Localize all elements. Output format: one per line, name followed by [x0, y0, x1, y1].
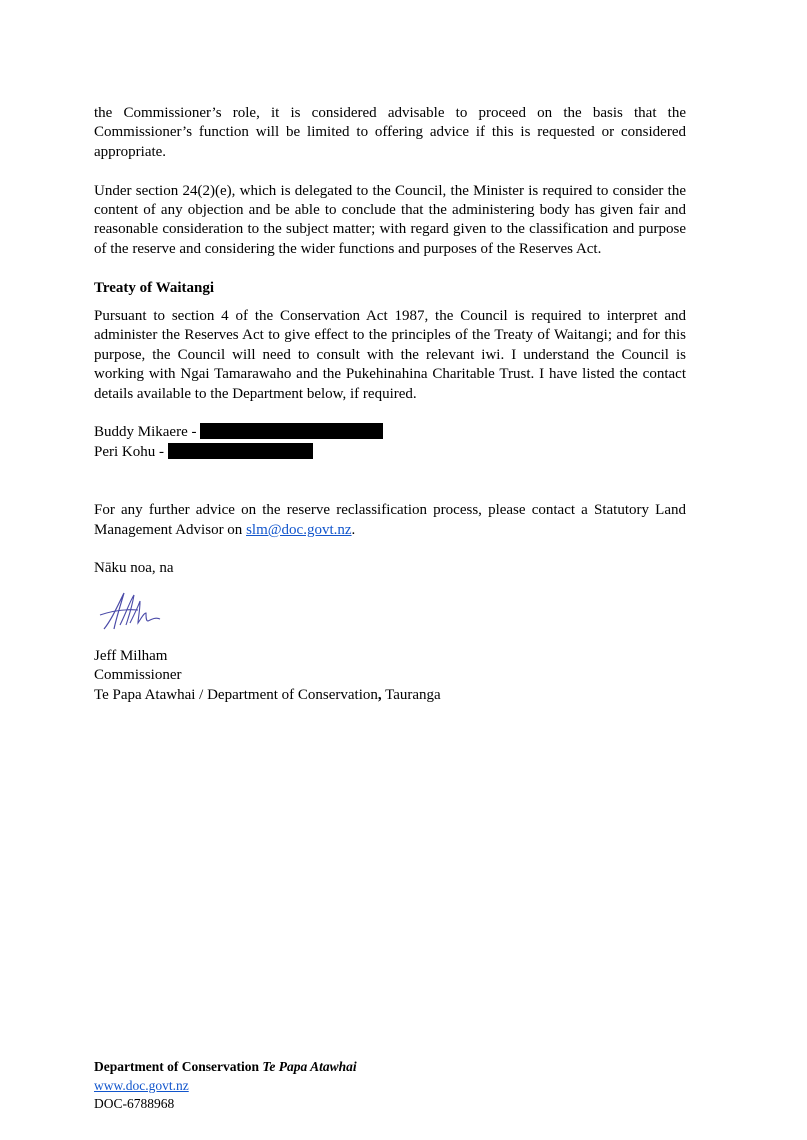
footer-website-link[interactable]: www.doc.govt.nz	[94, 1077, 189, 1093]
signer-org-separator: ,	[377, 686, 382, 703]
footer-dept-name: Department of Conservation	[94, 1059, 259, 1074]
closing-salutation: Nāku noa, na	[94, 560, 174, 577]
signer-org-name: Te Papa Atawhai / Department of Conservation	[94, 686, 378, 703]
email-link[interactable]: slm@doc.govt.nz	[246, 521, 352, 538]
paragraph-commissioner-role: the Commissioner’s role, it is considered advisable to proceed on the basis that the Commissioner’s function will be limited to offering advice if this is requested or considered appropriate.	[94, 105, 686, 160]
heading-treaty-of-waitangi: Treaty of Waitangi	[94, 279, 214, 296]
page-footer	[94, 1058, 357, 1114]
advice-period: .	[351, 521, 356, 538]
redaction-block	[200, 423, 383, 439]
contact-list	[94, 423, 686, 462]
advice-text: For any further advice on the reserve reclassification process, please contact a Statutory Land Management Advisor on	[94, 502, 686, 538]
footer-dept-name-maori: Te Papa Atawhai	[262, 1059, 357, 1074]
signature-image	[98, 589, 168, 635]
letter-body	[94, 104, 686, 705]
paragraph-treaty: Pursuant to section 4 of the Conservation Act 1987, the Council is required to interpret and administer the Reserves Act to give effect to the principles of the Treaty of Waitangi; and for this purpose, the Council will need to consult with the relevant iwi. I understand the Council is working with Ngai Tamarawaho and the Pukehinahina Charitable Trust. I have listed the contact details available to the Department below, if required.	[94, 308, 686, 402]
signer-location: Tauranga	[381, 686, 441, 703]
footer-doc-ref: DOC-6788968	[94, 1096, 175, 1111]
signer-name: Jeff Milham	[94, 647, 168, 664]
footer-department	[94, 1058, 357, 1077]
signer-title: Commissioner	[94, 667, 182, 684]
contact-name: Buddy Mikaere -	[94, 424, 197, 441]
contact-name: Peri Kohu -	[94, 443, 164, 460]
paragraph-further-advice	[94, 501, 686, 540]
contact-line	[94, 443, 686, 462]
redaction-block	[168, 443, 313, 459]
contact-line	[94, 423, 686, 442]
signer-organisation	[94, 686, 686, 705]
paragraph-section-24: Under section 24(2)(e), which is delegated to the Council, the Minister is required to consider the content of any objection and be able to conclude that the administering body has given fair and reasonable consideration to the subject matter; with regard given to the classification and purpose of the reserve and considering the wider functions and purposes of the Reserves Act.	[94, 182, 686, 257]
signature-block	[94, 647, 686, 705]
